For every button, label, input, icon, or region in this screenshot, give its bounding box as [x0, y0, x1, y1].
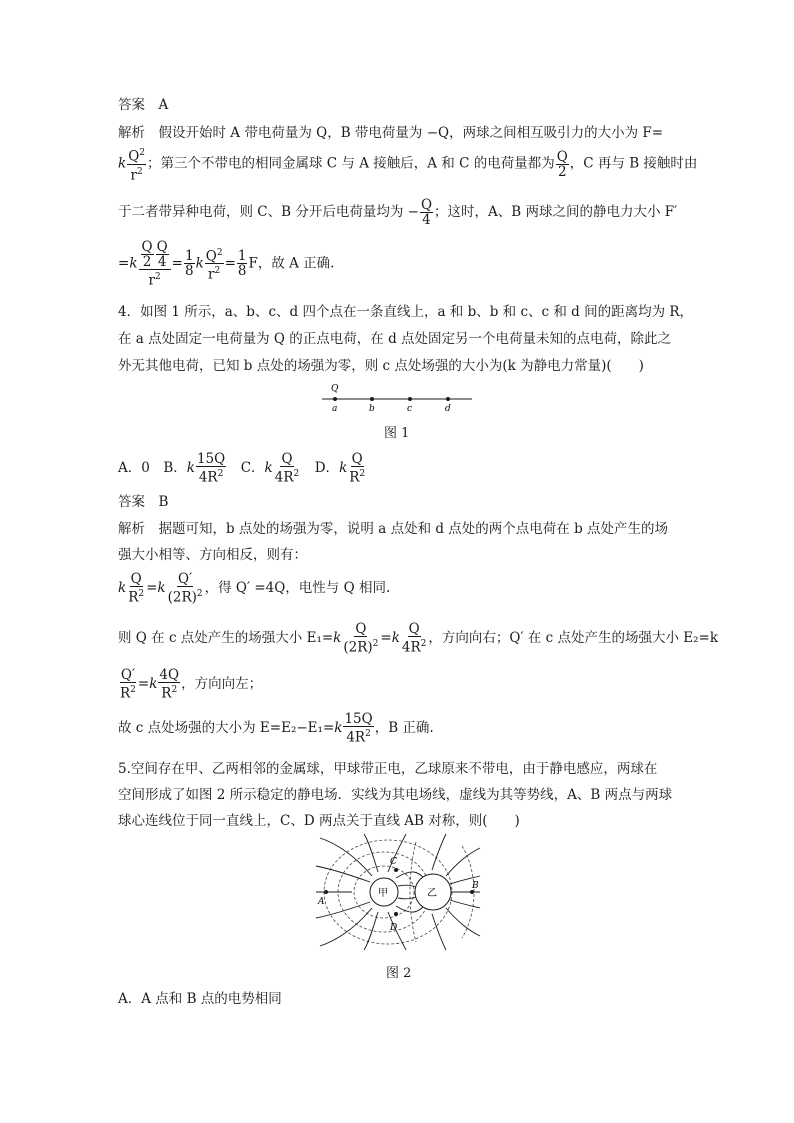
analysis-text: 强大小相等、方向相反，则有：: [118, 547, 307, 563]
figure-2-field-diagram: [312, 832, 484, 954]
point-label: B: [472, 881, 479, 891]
analysis-text: k $\frac{Q^2}{r^2}$ ；第三个不带电的相同金属球 C 与 A 接触后，A 和 C 的电荷量都为 $\frac{Q}{2}$ ，C 再与 B 接触时由: [118, 148, 698, 183]
answer-label: 答案 A: [118, 97, 169, 113]
point-b: [370, 397, 374, 401]
question-4-text: 外无其他电荷，已知 b 点处的场强为零，则 c 点处场强的大小为(k 为静电力常量)( ): [118, 358, 644, 374]
point-label: b: [369, 404, 375, 414]
figure-1-caption: 图 1: [384, 426, 410, 441]
analysis-text: 解析 据题可知，b 点处的场强为零，说明 a 点处和 d 点处的两个点电荷在 b 点处产生的场: [118, 521, 669, 537]
answer-label: 答案 B: [118, 494, 169, 510]
analysis-formula: =k $\frac{Q}{2}$ $\frac{Q}{4}$ $r^2$ = $\frac{1}{8}$ k $\frac{Q^2}{r^2}$ = $\frac{1}{8}$ F，故 A 正确.: [118, 239, 335, 289]
point-label: a: [332, 404, 338, 414]
analysis-formula: 则 Q 在 c 点处产生的场强大小 E₁=k $\frac{Q}{(2R)^2}$ =k $\frac{Q}{4R^2}$ ，方向向右；Q′ 在 c 点处产生的场强大小 E₂=k: [118, 621, 719, 656]
point-label: c: [407, 404, 413, 414]
point-label: A: [318, 897, 325, 907]
point-label: d: [445, 404, 451, 414]
ball-label: 甲: [378, 888, 388, 899]
question-5-text: 5.空间存在甲、乙两相邻的金属球，甲球带正电，乙球原来不带电，由于静电感应，两球在: [118, 761, 658, 777]
question-4-text: 4．如图 1 所示，a、b、c、d 四个点在一条直线上，a 和 b、b 和 c、c 和 d 间的距离均为 R，: [118, 304, 694, 320]
question-5-text: 球心连线位于同一直线上，C、D 两点关于直线 AB 对称，则( ): [118, 813, 520, 829]
point-label: C: [390, 857, 397, 867]
point-d: [446, 397, 450, 401]
point-label: D: [390, 923, 398, 933]
question-5-option-a: A．A 点和 B 点的电势相同: [118, 991, 282, 1007]
point-a: [333, 397, 337, 401]
analysis-formula: 故 c 点处场强的大小为 E=E₂−E₁=k $\frac{15Q}{4R^2}$ ，B 正确.: [118, 711, 434, 746]
question-4-options: A．0 B．k $\frac{15Q}{4R^2}$ C．k $\frac{Q}{4R^2}$ D．k $\frac{Q}{R^2}$: [118, 451, 366, 486]
analysis-text: 解析 假设开始时 A 带电荷量为 Q，B 带电荷量为 −Q，两球之间相互吸引力的大小为 F=: [118, 125, 664, 141]
point-c: [408, 397, 412, 401]
question-5-text: 空间形成了如图 2 所示稳定的静电场．实线为其电场线，虚线为其等势线，A、B 两点与两球: [118, 787, 673, 803]
analysis-text: 于二者带异种电荷，则 C、B 分开后电荷量均为 − $\frac{Q}{4}$ ；这时，A、B 两球之间的静电力大小 F′: [118, 197, 678, 228]
analysis-formula: $\frac{Q'}{R^2}$ =k $\frac{4Q}{R^2}$ ，方向向左；: [120, 667, 263, 702]
figure-2-caption: 图 2: [386, 966, 412, 981]
analysis-formula: k $\frac{Q}{R^2}$ =k $\frac{Q'}{(2R)^2}$ ，得 Q′ =4Q，电性与 Q 相同.: [118, 571, 391, 606]
charge-label: Q: [331, 384, 339, 394]
question-4-text: 在 a 点处固定一电荷量为 Q 的正点电荷，在 d 点处固定另一个电荷量未知的点电荷，除此之: [118, 331, 672, 347]
ball-label: 乙: [427, 888, 437, 899]
figure-1-line-diagram: [318, 380, 478, 416]
